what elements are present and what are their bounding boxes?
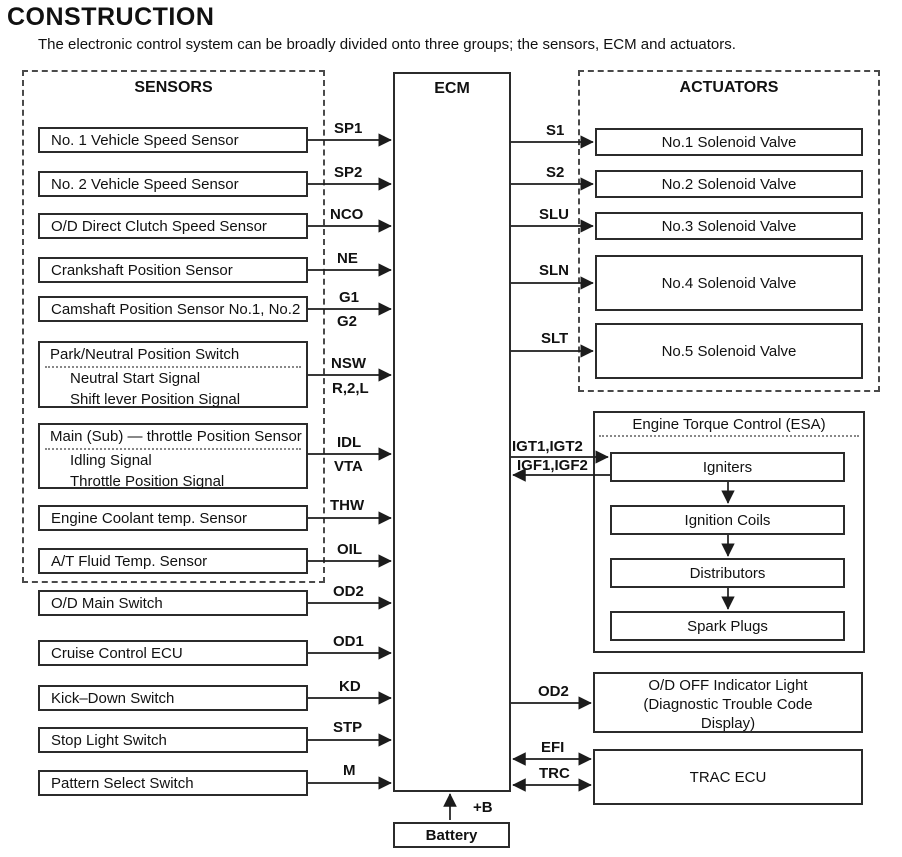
sensor-box-camshaft-position: Camshaft Position Sensor No.1, No.2 <box>38 296 308 322</box>
sensor-sublabel: Throttle Position Signal <box>70 473 225 490</box>
wire-label-od1: OD1 <box>333 633 364 650</box>
wire-label-thw: THW <box>330 497 365 514</box>
page-title: CONSTRUCTION <box>7 3 215 31</box>
indicator-box-od-off <box>593 672 863 733</box>
switch-box-kick-down: Kick–Down Switch <box>38 685 308 711</box>
sensor-box-park-neutral-switch <box>38 341 308 408</box>
actuator-box-solenoid-4: No.4 Solenoid Valve <box>595 255 863 311</box>
wire-label-nco: NCO <box>330 206 364 223</box>
wire-label-m: M <box>343 762 356 779</box>
sensor-sublabel: Idling Signal <box>70 452 152 469</box>
actuator-box-solenoid-1: No.1 Solenoid Valve <box>595 128 863 156</box>
battery-box: Battery <box>393 822 510 848</box>
wire-label-vta: VTA <box>334 458 363 475</box>
wire-label-stp: STP <box>333 719 363 736</box>
wire-label-r2l: R,2,L <box>332 380 369 397</box>
wire-label-sp1: SP1 <box>334 120 363 137</box>
indicator-line: O/D OFF Indicator Light <box>648 677 808 694</box>
sensor-box-at-fluid-temp: A/T Fluid Temp. Sensor <box>38 548 308 574</box>
wire-label-igt: IGT1,IGT2 <box>512 438 583 455</box>
wire-label-plus-b: +B <box>473 799 493 816</box>
esa-box-ignition-coils: Ignition Coils <box>610 505 845 535</box>
sensor-box-throttle-position <box>38 423 308 489</box>
sensor-label: Main (Sub) — throttle Position Sensor <box>50 428 302 445</box>
switch-box-cruise-control-ecu: Cruise Control ECU <box>38 640 308 666</box>
esa-box-distributors: Distributors <box>610 558 845 588</box>
wire-label-efi: EFI <box>541 739 565 756</box>
switch-box-pattern-select: Pattern Select Switch <box>38 770 308 796</box>
sensor-box-od-direct-clutch-speed: O/D Direct Clutch Speed Sensor <box>38 213 308 239</box>
ecm-label: ECM <box>434 80 470 97</box>
wire-label-sp2: SP2 <box>334 164 363 181</box>
sensor-box-crankshaft-position: Crankshaft Position Sensor <box>38 257 308 283</box>
switch-box-od-main: O/D Main Switch <box>38 590 308 616</box>
wire-label-trc: TRC <box>539 765 570 782</box>
wire-label-igf: IGF1,IGF2 <box>517 457 588 474</box>
indicator-line: (Diagnostic Trouble Code <box>643 696 813 713</box>
switch-box-stop-light: Stop Light Switch <box>38 727 308 753</box>
wire-label-nsw: NSW <box>331 355 366 372</box>
wire-label-s1: S1 <box>546 122 565 139</box>
actuator-box-solenoid-2: No.2 Solenoid Valve <box>595 170 863 198</box>
sensor-box-vehicle-speed-1: No. 1 Vehicle Speed Sensor <box>38 127 308 153</box>
wire-label-od2-right: OD2 <box>538 683 569 700</box>
wire-label-slu: SLU <box>539 206 569 223</box>
page-subtitle: The electronic control system can be broadly divided onto three groups; the sensors, ECM and actuators. <box>38 36 736 53</box>
sensor-box-engine-coolant-temp: Engine Coolant temp. Sensor <box>38 505 308 531</box>
actuators-header: ACTUATORS <box>679 79 779 96</box>
wire-label-od2-left: OD2 <box>333 583 364 600</box>
wire-label-s2: S2 <box>546 164 565 181</box>
wire-label-slt: SLT <box>541 330 569 347</box>
wire-label-ne: NE <box>337 250 358 267</box>
actuator-box-solenoid-5: No.5 Solenoid Valve <box>595 323 863 379</box>
sensor-box-vehicle-speed-2: No. 2 Vehicle Speed Sensor <box>38 171 308 197</box>
wire-label-oil: OIL <box>337 541 362 558</box>
sensors-header: SENSORS <box>134 79 213 96</box>
indicator-line: Display) <box>700 715 756 732</box>
wire-label-g1: G1 <box>339 289 360 306</box>
sensor-sublabel: Neutral Start Signal <box>70 370 201 387</box>
actuator-box-solenoid-3: No.3 Solenoid Valve <box>595 212 863 240</box>
esa-header: Engine Torque Control (ESA) <box>599 413 859 437</box>
wire-label-sln: SLN <box>539 262 569 279</box>
wire-label-kd: KD <box>339 678 361 695</box>
sensor-label: Park/Neutral Position Switch <box>50 346 240 363</box>
sensor-sublabel: Shift lever Position Signal <box>70 391 241 408</box>
wire-label-g2: G2 <box>337 313 358 330</box>
esa-box-spark-plugs: Spark Plugs <box>610 611 845 641</box>
esa-box-igniters: Igniters <box>610 452 845 482</box>
wire-label-idl: IDL <box>337 434 362 451</box>
trac-ecu-box: TRAC ECU <box>593 749 863 805</box>
ecm-box <box>393 72 511 792</box>
